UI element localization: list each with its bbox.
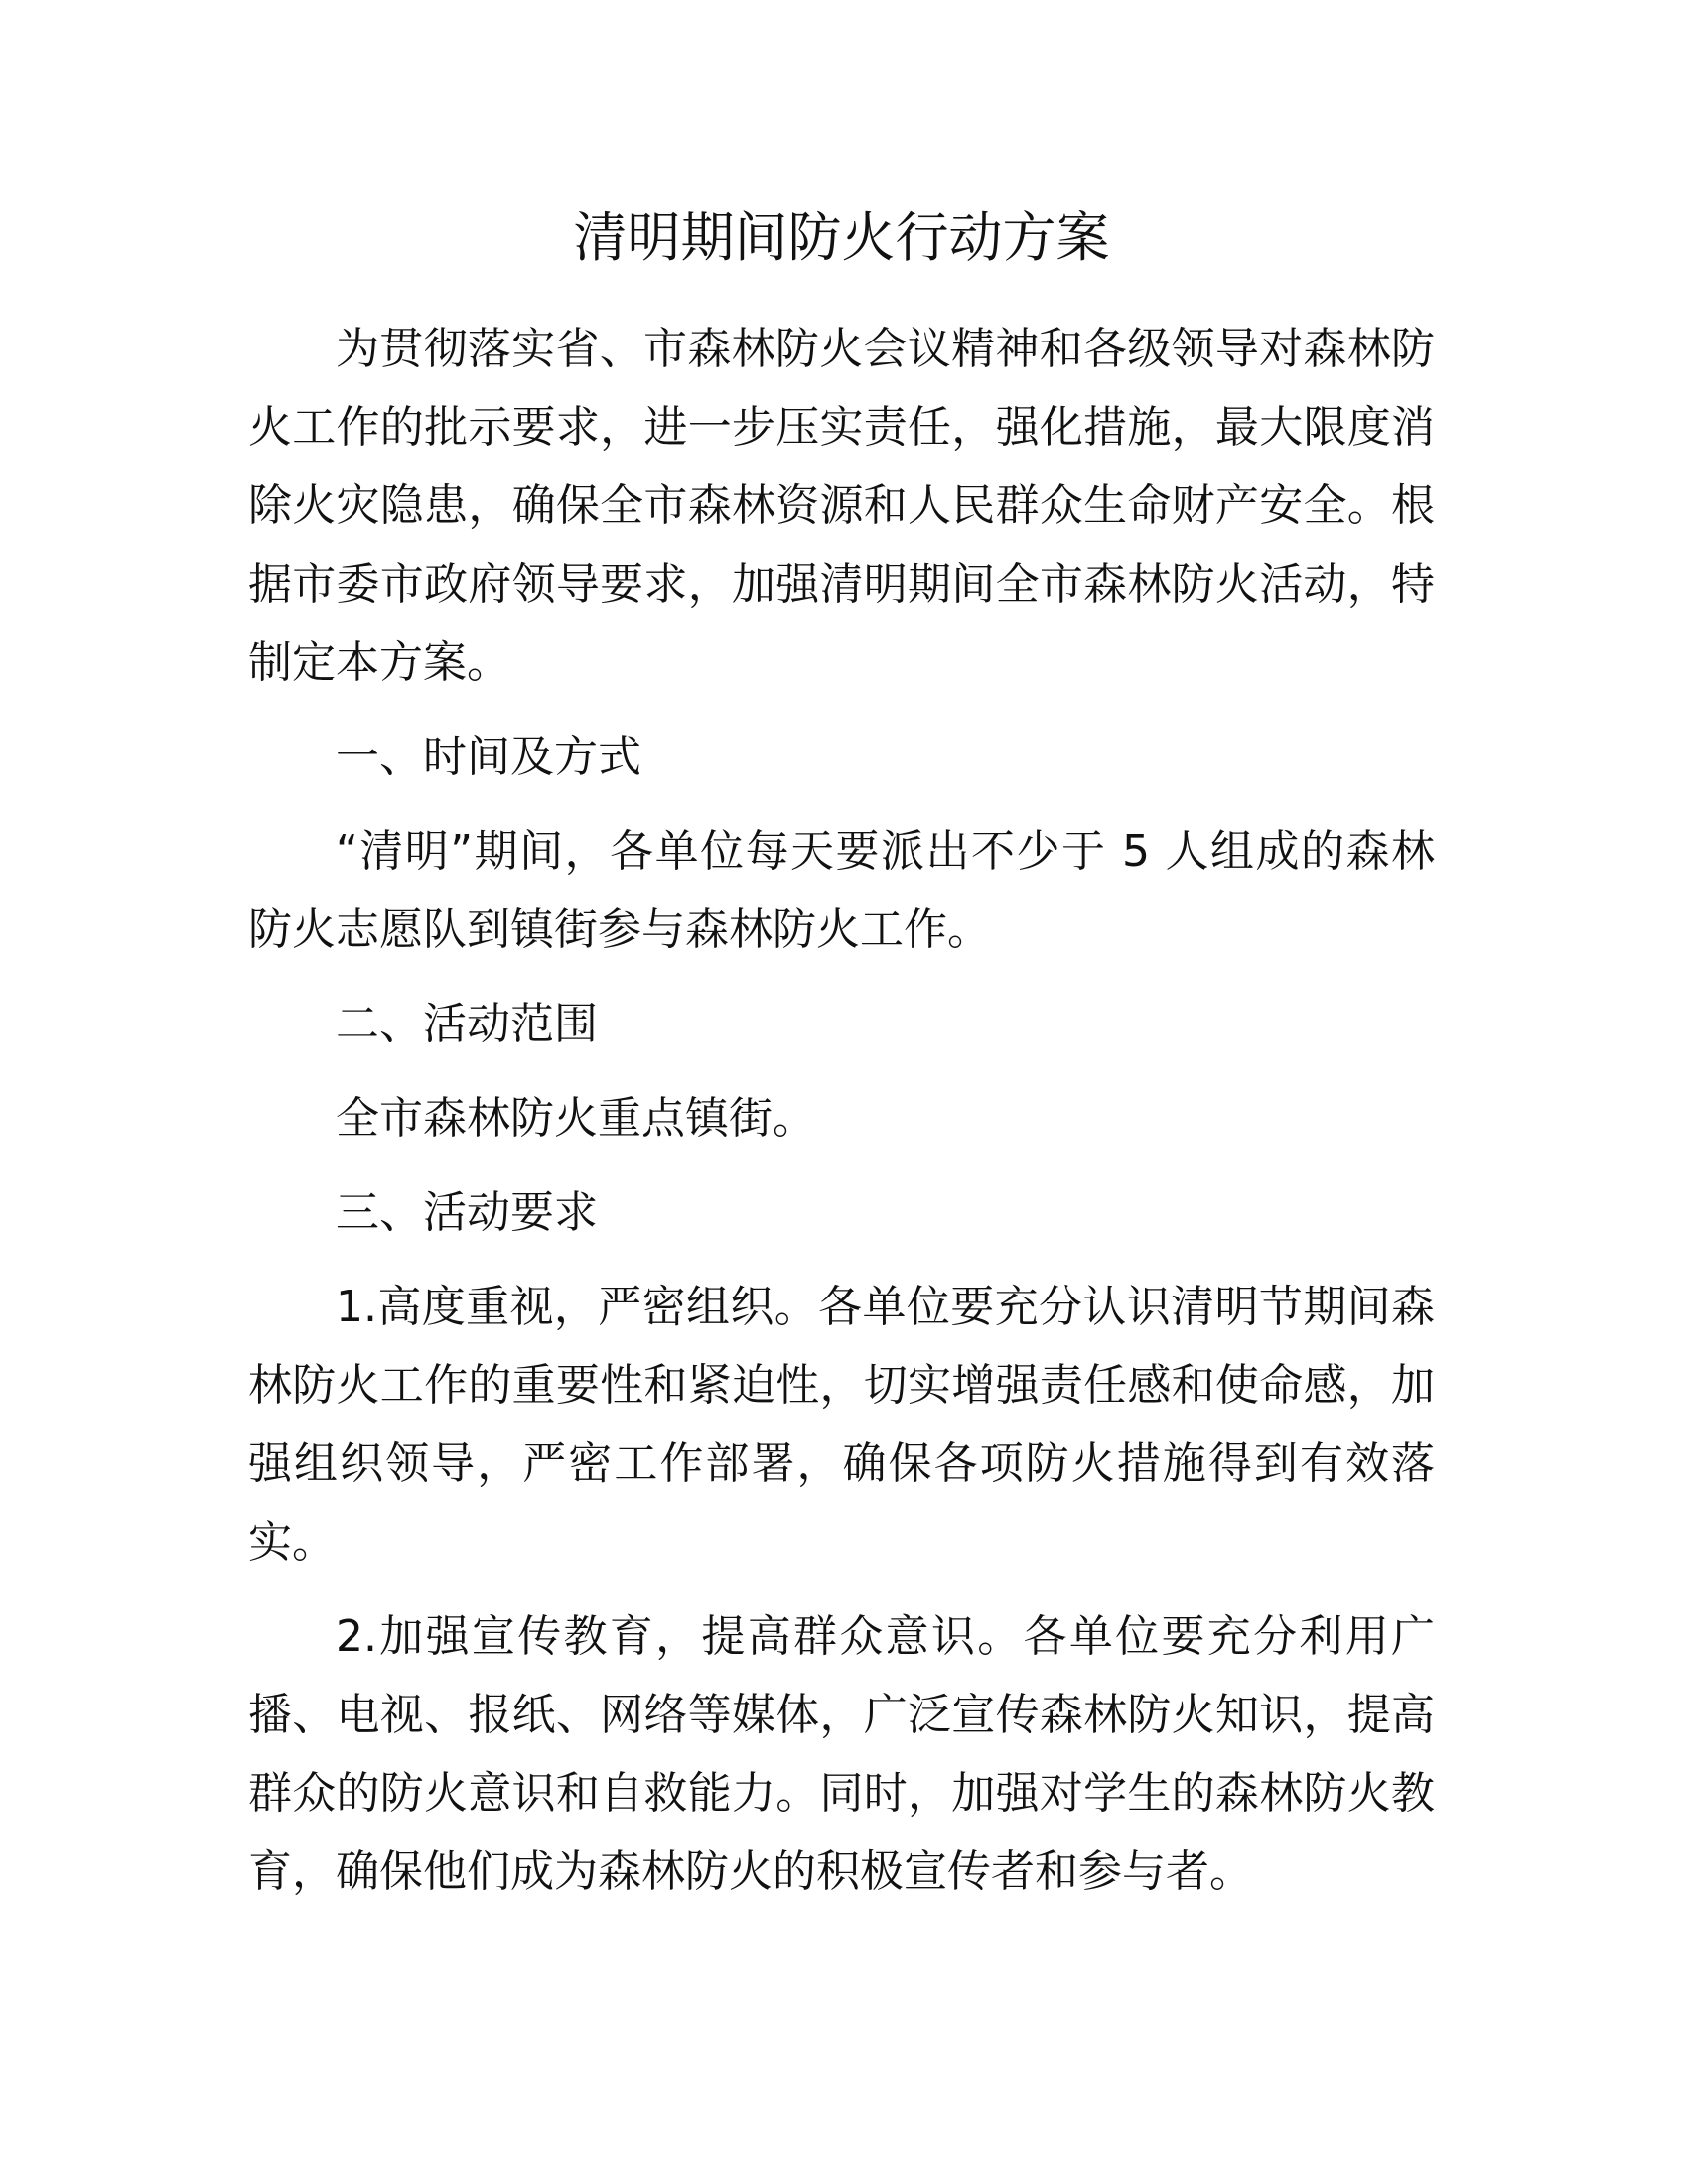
- document-body: [248, 199, 1435, 1911]
- section-heading-scope: 二、活动范围: [336, 999, 598, 1049]
- intro-paragraph: 为贯彻落实省、市森林防火会议精神和各级领导对森林防火工作的批示要求，进一步压实责任，强化措施，最大限度消除火灾隐患，确保全市森林资源和人民群众生命财产安全。根据市委市政府领导要求，加强清明期间全市森林防火活动，特制定本方案。: [248, 324, 1435, 688]
- section-text-scope: 全市森林防火重点镇街。: [336, 1093, 816, 1144]
- section-heading-requirements: 三、活动要求: [336, 1187, 598, 1238]
- requirement-item-1: 1.高度重视，严密组织。各单位要充分认识清明节期间森林防火工作的重要性和紧迫性，切实增强责任感和使命感，加强组织领导，严密工作部署，确保各项防火措施得到有效落实。: [248, 1282, 1435, 1568]
- document-title: 清明期间防火行动方案: [573, 206, 1110, 269]
- section-heading-time: 一、时间及方式: [336, 732, 641, 782]
- requirement-item-2: 2.加强宣传教育，提高群众意识。各单位要充分利用广播、电视、报纸、网络等媒体，广泛宣传森林防火知识，提高群众的防火意识和自救能力。同时，加强对学生的森林防火教育，确保他们成为森林防火的积极宣传者和参与者。: [248, 1611, 1435, 1897]
- section-text-time: “清明”期间，各单位每天要派出不少于 5 人组成的森林防火志愿队到镇街参与森林防火工作。: [248, 826, 1435, 955]
